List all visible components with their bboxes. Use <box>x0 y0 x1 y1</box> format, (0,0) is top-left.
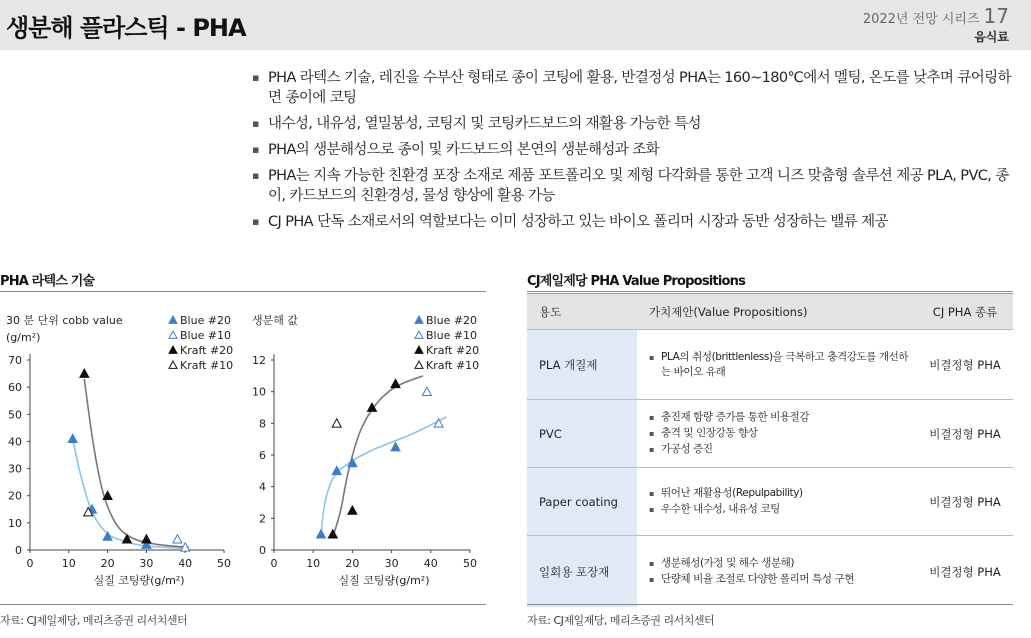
data-point <box>391 379 400 387</box>
x-tick-label: 40 <box>423 557 438 570</box>
trend-curve <box>73 439 189 549</box>
legend-marker <box>169 361 177 368</box>
cell-value-propositions <box>637 330 917 399</box>
data-point <box>142 535 151 543</box>
x-axis-label: 실질 코팅량(g/m²) <box>93 574 185 587</box>
data-point <box>317 530 326 538</box>
value-item: ▪ PLA의 취성(brittlenless)을 극복하고 충격강도를 개선하는 바이오 유래 <box>649 350 917 380</box>
data-point <box>422 387 431 395</box>
left-source-rule <box>0 604 486 605</box>
value-item: ▪ 충격 및 인장강동 향상 <box>649 426 809 441</box>
y-tick-label: 8 <box>259 417 266 431</box>
table-row <box>527 329 1013 399</box>
bullet-item: ▪ PHA 라텍스 기술, 레진을 수부산 형태로 종이 코팅에 활용, 반결정성 PHA는 160~180℃에서 멜팅, 온도를 낮추며 큐어링하면 종이에 코팅 <box>252 68 1012 108</box>
cobb-value-chart <box>0 304 250 602</box>
cell-use: PVC <box>527 400 637 467</box>
y-tick-label: 50 <box>8 408 22 422</box>
value-item: ▪ 우수한 내수성, 내유성 코팅 <box>649 502 803 517</box>
left-source: 자료: CJ제일제당, 메리츠증권 리서치센터 <box>0 614 188 627</box>
y-tick-label: 2 <box>259 512 266 526</box>
legend-label: Blue #20 <box>426 314 478 327</box>
legend-label: Kraft #20 <box>180 344 234 357</box>
cell-pha-type: 비결정형 PHA <box>929 494 1001 509</box>
x-tick-label: 40 <box>178 557 193 570</box>
x-tick-label: 0 <box>26 557 34 570</box>
y-tick-label: 0 <box>15 544 22 557</box>
page-header <box>0 0 1031 50</box>
cell-use: PLA 개질제 <box>527 330 637 399</box>
table-row <box>527 467 1013 535</box>
legend-marker <box>415 331 423 338</box>
data-point <box>68 434 77 442</box>
page-number: 17 <box>983 4 1009 28</box>
y-tick-label: 6 <box>259 449 266 462</box>
value-item: ▪ 단량체 비율 조절로 다양한 폴리머 특성 구현 <box>649 572 854 587</box>
y-tick-label: 10 <box>252 385 266 399</box>
legend-marker <box>169 316 177 323</box>
biodegradation-chart <box>246 304 486 602</box>
header-pha-type: CJ PHA 종류 <box>932 304 998 319</box>
legend-label: Blue #20 <box>180 314 232 327</box>
value-propositions-table <box>527 293 1013 607</box>
data-point <box>123 535 132 543</box>
value-item: ▪ 뛰어난 재활용성(Repulpability) <box>649 486 803 501</box>
value-item: ▪ 가공성 증진 <box>649 442 809 457</box>
y-axis-unit: (g/m²) <box>6 331 41 344</box>
value-item: ▪ 생분해성(가정 및 해수 생분해) <box>649 556 854 571</box>
x-tick-label: 20 <box>100 557 115 570</box>
bullet-item: ▪ 내수성, 내유성, 열밀봉성, 코팅지 및 코팅카드보드의 재활용 가능한 특성 <box>252 114 1012 134</box>
data-point <box>391 443 400 451</box>
y-tick-label: 60 <box>8 381 22 395</box>
x-tick-label: 10 <box>306 557 321 570</box>
x-tick-label: 50 <box>217 557 231 570</box>
legend-label: Kraft #10 <box>180 359 234 372</box>
legend-marker <box>169 346 177 353</box>
left-section-title: PHA 라텍스 기술 <box>0 274 95 289</box>
bullet-item: ▪ PHA의 생분해성으로 종이 및 카드보드의 본연의 생분해성과 조화 <box>252 140 1012 160</box>
trend-curve <box>333 376 423 538</box>
cell-value-propositions <box>637 536 917 607</box>
x-tick-label: 20 <box>345 557 360 570</box>
legend-marker <box>415 316 423 323</box>
left-section-rule <box>0 291 486 292</box>
y-tick-label: 70 <box>8 354 22 367</box>
sector-label: 음식료 <box>974 30 1009 44</box>
table-row <box>527 535 1013 607</box>
right-section-title: CJ제일제당 PHA Value Propositions <box>527 274 746 289</box>
cell-value-propositions <box>637 468 917 535</box>
y-tick-label: 20 <box>8 489 22 503</box>
cell-use: 일회용 포장재 <box>527 536 637 607</box>
cell-value-propositions <box>637 400 917 467</box>
data-point <box>328 530 337 538</box>
series-text: 2022년 전망 시리즈 <box>862 12 980 27</box>
y-tick-label: 12 <box>252 354 266 367</box>
header-value-propositions: 가치제안(Value Propositions) <box>649 304 808 319</box>
data-point <box>332 419 341 427</box>
page-title: 생분해 플라스틱 - PHA <box>6 14 246 42</box>
legend-marker <box>415 346 423 353</box>
y-tick-label: 0 <box>259 544 266 557</box>
legend-label: Kraft #20 <box>426 344 480 357</box>
header-use: 용도 <box>539 304 562 319</box>
table-body <box>527 329 1013 607</box>
table-row <box>527 399 1013 467</box>
bullet-item: ▪ CJ PHA 단독 소재로서의 역할보다는 이미 성장하고 있는 바이오 폴리머 시장과 동반 성장하는 밸류 제공 <box>252 212 1012 232</box>
right-source-rule <box>527 604 1013 605</box>
cell-use: Paper coating <box>527 468 637 535</box>
legend-label: Blue #10 <box>180 329 232 342</box>
value-item: ▪ 충진재 함량 증가를 통한 비용절감 <box>649 410 809 425</box>
x-tick-label: 50 <box>463 557 477 570</box>
cell-pha-type: 비결정형 PHA <box>929 357 1001 372</box>
y-tick-label: 4 <box>259 480 266 494</box>
x-axis-label: 실질 코팅량(g/m²) <box>338 574 430 587</box>
legend-label: Blue #10 <box>426 329 478 342</box>
y-tick-label: 40 <box>8 435 22 449</box>
right-section-rule <box>527 291 1013 292</box>
y-axis-label: 생분해 값 <box>252 314 299 327</box>
legend-marker <box>169 331 177 338</box>
cell-pha-type: 비결정형 PHA <box>929 426 1001 441</box>
x-tick-label: 30 <box>139 557 154 570</box>
bullet-item: ▪ PHA는 지속 가능한 친환경 포장 소재로 제품 포트폴리오 및 제형 다각화를 통한 고객 니즈 맞춤형 솔루션 제공 PLA, PVC, 종이, 카드보드의 친환경성, 물성 향상에 활용 가능 <box>252 166 1012 206</box>
x-tick-label: 30 <box>384 557 399 570</box>
data-point <box>173 535 182 543</box>
data-point <box>348 506 357 514</box>
trend-curve <box>84 379 189 547</box>
cell-pha-type: 비결정형 PHA <box>929 564 1001 579</box>
series-label <box>863 4 1009 28</box>
x-tick-label: 0 <box>270 557 278 570</box>
y-axis-label: 30 분 단위 cobb value <box>6 314 123 327</box>
right-source: 자료: CJ제일제당, 메리츠증권 리서치센터 <box>527 614 715 627</box>
table-header <box>527 293 1013 329</box>
legend-label: Kraft #10 <box>426 359 480 372</box>
summary-bullets <box>252 68 1012 238</box>
y-tick-label: 10 <box>8 516 22 530</box>
legend-marker <box>415 361 423 368</box>
data-point <box>80 369 89 377</box>
x-tick-label: 10 <box>61 557 76 570</box>
y-tick-label: 30 <box>8 462 22 476</box>
